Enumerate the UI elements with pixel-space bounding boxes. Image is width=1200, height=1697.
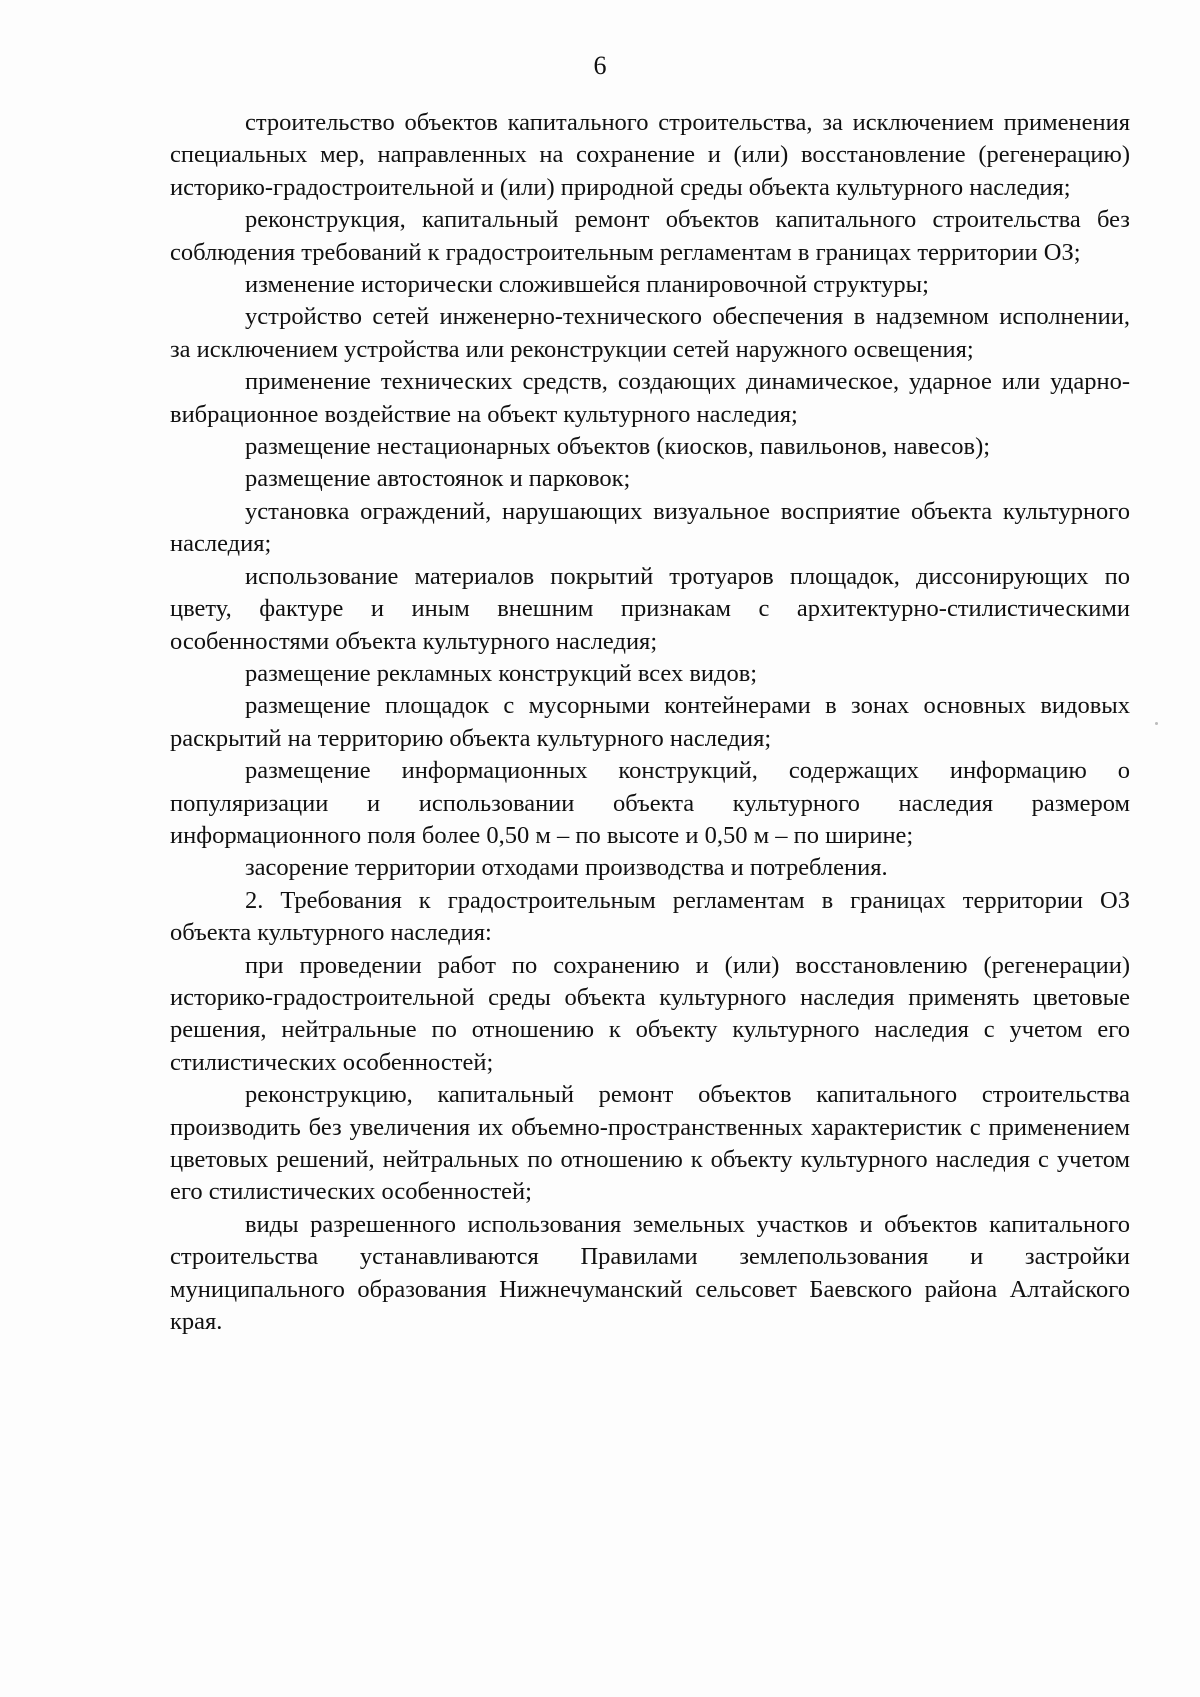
paragraph: виды разрешенного использования земельных участков и объектов капитального строительства устанавливаются Правилами землепользования и застройки муниципального образования Нижнечуманский сельсовет Баевского района Алтайского края. <box>170 1210 1130 1336</box>
paragraph: при проведении работ по сохранению и (или) восстановлению (регенерации) историко-градостроительной среды объекта культурного наследия применять цветовые решения, нейтральные по отношению к объекту культурного наследия с учетом его стилистических особенностей; <box>170 951 1130 1076</box>
paragraph: использование материалов покрытий тротуаров площадок, диссонирующих по цвету, фактуре и иным внешним признакам с архитектурно-стилистическими особенностями объекта культурного наследия; <box>170 562 1130 655</box>
paragraph: установка ограждений, нарушающих визуальное восприятие объекта культурного наследия; <box>170 497 1130 558</box>
paragraph: засорение территории отходами производства и потребления. <box>245 854 888 882</box>
page-number: 6 <box>593 51 607 80</box>
paragraph: строительство объектов капитального строительства, за исключением применения специальных мер, направленных на сохранение и (или) восстановление (регенерацию) историко-градостроительной и (или) природной среды объекта культурного наследия; <box>170 109 1130 201</box>
paragraph: размещение нестационарных объектов (киосков, павильонов, навесов); <box>245 433 991 461</box>
paragraph: размещение рекламных конструкций всех видов; <box>245 659 758 687</box>
paragraph: изменение исторически сложившейся планировочной структуры; <box>245 271 929 299</box>
paragraph: реконструкция, капитальный ремонт объектов капитального строительства без соблюдения требований к градостроительным регламентам в границах территории ОЗ; <box>170 206 1130 266</box>
document-body <box>170 107 1130 1338</box>
section-heading-paragraph: 2. Требования к градостроительным регламентам в границах территории ОЗ объекта культурного наследия: <box>170 886 1130 947</box>
paragraph: размещение автостоянок и парковок; <box>245 465 631 493</box>
paragraph: размещение информационных конструкций, содержащих информацию о популяризации и использовании объекта культурного наследия размером информационного поля более 0,50 м – по высоте и 0,50 м – по ширине; <box>170 757 1130 849</box>
paragraph: применение технических средств, создающих динамическое, ударное или ударно-вибрационное воздействие на объект культурного наследия; <box>170 368 1130 428</box>
paragraph: размещение площадок с мусорными контейнерами в зонах основных видовых раскрытий на территорию объекта культурного наследия; <box>170 692 1130 752</box>
scan-dot <box>1155 722 1158 725</box>
paragraph: реконструкцию, капитальный ремонт объектов капитального строительства производить без увеличения их объемно-пространственных характеристик с применением цветовых решений, нейтральных по отношению к объекту культурного наследия с учетом его стилистических особенностей; <box>170 1081 1130 1206</box>
paragraph: устройство сетей инженерно-технического обеспечения в надземном исполнении, за исключением устройства или реконструкции сетей наружного освещения; <box>170 303 1130 363</box>
